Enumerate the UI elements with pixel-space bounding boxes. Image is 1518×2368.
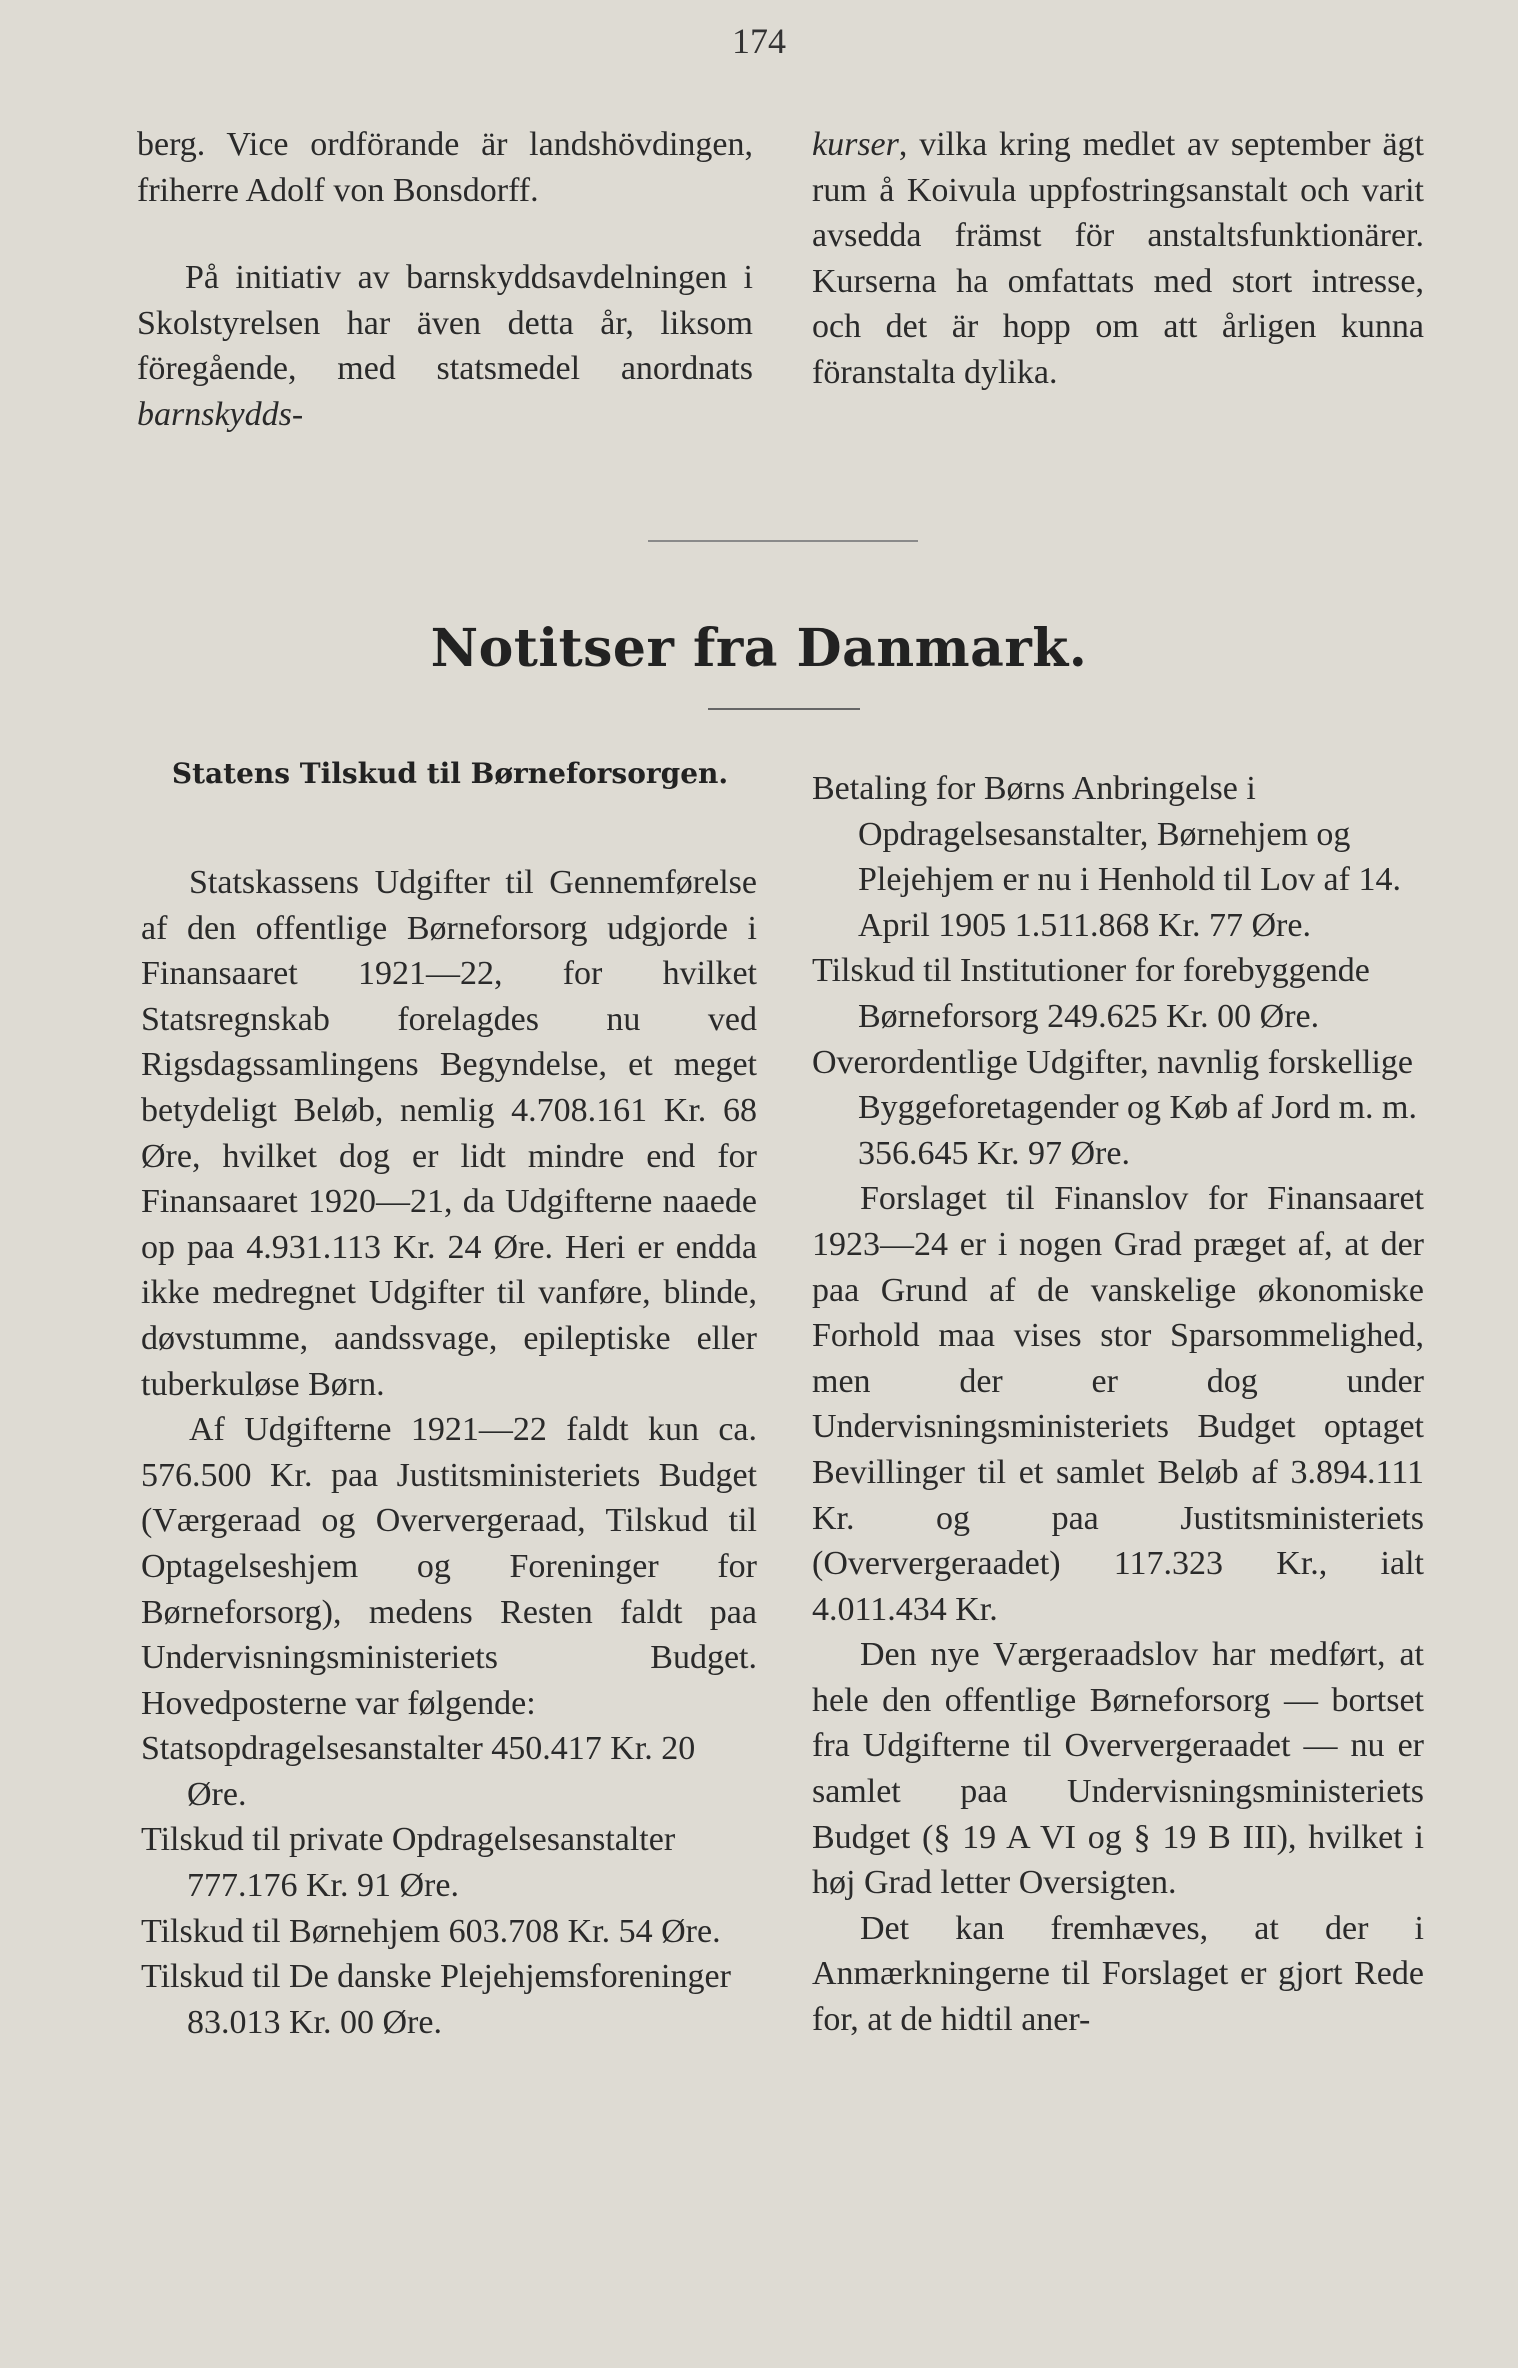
left-article-column xyxy=(141,860,757,2045)
right-article-column xyxy=(812,766,1424,2043)
list-item: Statsopdragelsesanstalter 450.417 Kr. 20 Øre. xyxy=(141,1730,696,1813)
section-divider-bottom xyxy=(708,708,860,710)
list-item: Tilskud til De danske Plejehjemsforeninger 83.013 Kr. 00 Øre. xyxy=(141,1958,731,2041)
list-item: Betaling for Børns Anbringelse i Opdragelsesanstalter, Børnehjem og Plejehjem er nu i Henhold til Lov af 14. April 1905 1.511.868 Kr. 77 Øre. xyxy=(812,770,1401,944)
top-left-column xyxy=(137,122,753,438)
paragraph: Den nye Værgeraadslov har medført, at hele den offentlige Børneforsorg — bortset fra Udgifterne til Oververgeraadet — nu er samlet paa Undervisningsministeriets Budget (§ 19 A VI og § 19 B III), hvilket i høj Grad letter Oversigten. xyxy=(812,1636,1424,1902)
paragraph-text: , vilka kring medlet av september ägt rum å Koivula uppfostringsanstalt och varit avsedda främst för anstaltsfunktionärer. Kurserna ha omfattats med stort intresse, och det är hopp om att årligen kunna föranstalta dylika. xyxy=(812,126,1424,391)
paragraph: berg. Vice ordförande är landshövdingen, friherre Adolf von Bonsdorff. xyxy=(137,126,753,209)
list-item: Tilskud til Institutioner for forebyggende Børneforsorg 249.625 Kr. 00 Øre. xyxy=(812,952,1370,1035)
top-right-column xyxy=(812,122,1424,396)
italic-term: barnskydds- xyxy=(137,395,304,433)
paragraph xyxy=(137,255,753,437)
section-divider-top xyxy=(648,540,918,542)
list-item: Overordentlige Udgifter, navnlig forskellige Byggeforetagender og Køb af Jord m. m. 356.645 Kr. 97 Øre. xyxy=(812,1043,1417,1172)
article-heading: Statens Tilskud til Børneforsorgen. xyxy=(171,757,729,790)
list-item: Tilskud til private Opdragelsesanstalter 777.176 Kr. 91 Øre. xyxy=(141,1821,676,1905)
page-number: 174 xyxy=(732,21,786,61)
paragraph xyxy=(812,122,1424,396)
list-item: Tilskud til Børnehjem 603.708 Kr. 54 Øre. xyxy=(141,1912,721,1950)
section-title: Notitser fra Danmark. xyxy=(430,618,1088,679)
paragraph-text: På initiativ av barnskyddsavdelningen i Skolstyrelsen har även detta år, liksom föregående, med statsmedel anordnats xyxy=(137,259,753,388)
paragraph: Af Udgifterne 1921—22 faldt kun ca. 576.500 Kr. paa Justitsministeriets Budget (Værgeraad og Oververgeraad, Tilskud til Optagelseshjem og Foreninger for Børneforsorg), medens Resten faldt paa Undervisningsministeriets Budget. Hovedposterne var følgende: xyxy=(141,1411,757,1722)
paragraph: Forslaget til Finanslov for Finansaaret 1923—24 er i nogen Grad præget af, at der paa Grund af de vanskelige økonomiske Forhold maa vises stor Sparsommelighed, men der er dog under Undervisningsministeriets Budget optaget Bevillinger til et samlet Beløb af 3.894.111 Kr. og paa Justitsministeriets (Oververgeraadet) 117.323 Kr., ialt 4.011.434 Kr. xyxy=(812,1180,1424,1628)
italic-term: kurser xyxy=(812,126,899,163)
paragraph: Det kan fremhæves, at der i Anmærkningerne til Forslaget er gjort Rede for, at de hidtil aner- xyxy=(812,1909,1424,2039)
paragraph: Statskassens Udgifter til Gennemførelse af den offentlige Børneforsorg udgjorde i Finansaaret 1921—22, for hvilket Statsregnskab forelagdes nu ved Rigsdagssamlingens Begyndelse, et meget betydeligt Beløb, nemlig 4.708.161 Kr. 68 Øre, hvilket dog er lidt mindre end for Finansaaret 1920—21, da Udgifterne naaede op paa 4.931.113 Kr. 24 Øre. Heri er endda ikke medregnet Udgifter til vanføre, blinde, døvstumme, aandssvage, epileptiske eller tuberkuløse Børn. xyxy=(141,864,757,1403)
